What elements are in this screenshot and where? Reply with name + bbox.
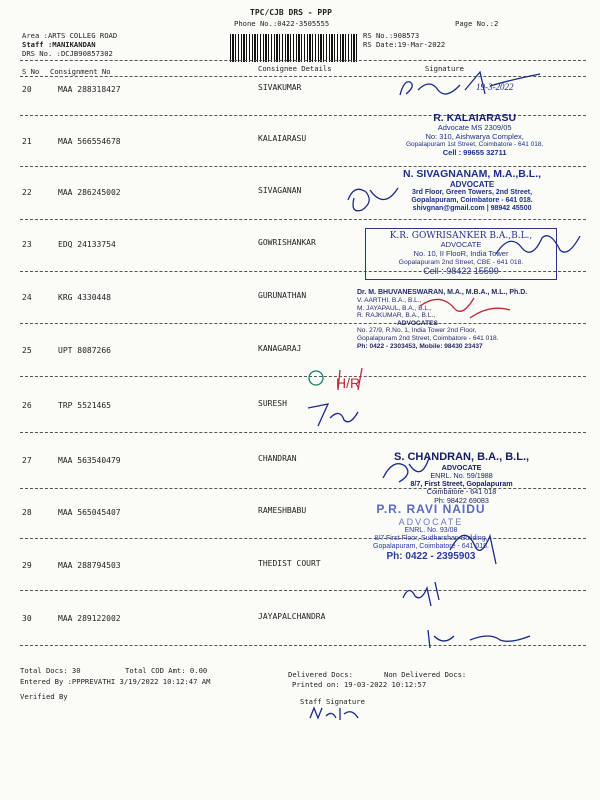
delivered-docs: Delivered Docs: — [288, 670, 353, 679]
row-consignee: RAMESHBABU — [258, 506, 307, 515]
non-delivered-docs: Non Delivered Docs: — [384, 670, 467, 679]
row-divider — [20, 590, 586, 591]
signature-row-20 — [390, 60, 560, 110]
stamp-line: 3rd Floor, Green Towers, 2nd Street, — [411, 189, 533, 197]
col-consignment: Consignment No — [50, 67, 111, 76]
row-consignment: MAA 289122002 — [58, 614, 121, 623]
stamp-line: Gopalapuram, Coimbatore - 641 018. — [411, 197, 533, 205]
stamp-line: No. 10, II FlooR, India Tower — [413, 248, 509, 258]
stamp-line: S. CHANDRAN, B.A., B.L., — [394, 451, 530, 463]
signature-row-23 — [490, 226, 585, 266]
total-cod-amount: Total COD Amt: 0.00 — [125, 666, 208, 675]
stamp-line: No: 310, Aishwarya Complex, — [425, 131, 524, 141]
stamp-line: Gopalapuram 1st Street, Coimbatore - 641 018. — [406, 141, 544, 149]
stamp-line: Gopalapuram 2nd Street, Coimbatore - 641 018. — [357, 334, 499, 342]
col-sno: S No — [22, 67, 40, 76]
stamp-line: N. SIVAGNANAM, M.A.,B.L., — [403, 168, 542, 180]
stamp-line: P.R. RAVI NAIDU — [376, 502, 486, 516]
stamp-line: Ph: 0422 - 2395903 — [386, 551, 476, 563]
total-docs: Total Docs: 30 — [20, 666, 81, 675]
staff-signature — [306, 704, 366, 726]
row-consignee: GOWRISHANKAR — [258, 238, 316, 247]
rs-date: RS Date:19-Mar-2022 — [363, 40, 446, 49]
stamp-line: Advocate MS 2309/05 — [437, 123, 512, 133]
row-divider — [20, 219, 586, 220]
signature-row-24 — [410, 288, 520, 328]
col-consignee: Consignee Details — [258, 64, 332, 73]
stamp-line: 8/7 First Floor, Sudharshan Building, — [374, 535, 488, 543]
row-sno: 21 — [22, 137, 32, 146]
stamp-line: shivgnan@gmail.com | 98942 45500 — [412, 205, 532, 213]
row-sno: 23 — [22, 240, 32, 249]
stamp-line: V. AARTHI, B.A., B.L., — [357, 297, 422, 305]
row-consignee: JAYAPALCHANDRA — [258, 612, 326, 621]
row-consignment: MAA 286245002 — [58, 188, 121, 197]
row-consignee: SIVAKUMAR — [258, 83, 302, 92]
rs-number: RS No.:908573 — [363, 31, 420, 40]
row-consignee: KALAIARASU — [258, 134, 307, 143]
stamp-line: ADVOCATE — [440, 240, 482, 250]
document-title: TPC/CJB DRS - PPP — [250, 8, 332, 17]
stamp-line: Coimbatore - 641 018 — [426, 487, 497, 497]
row-consignee: SIVAGANAN — [258, 186, 302, 195]
signature-row-25 — [290, 360, 400, 400]
row-sno: 24 — [22, 293, 32, 302]
stamp-line: R. RAJKUMAR, B.A., B.L., — [357, 312, 436, 320]
signature-row-29 — [395, 570, 455, 610]
staff-label: Staff :MANIKANDAN — [22, 40, 96, 49]
signature-row-22 — [340, 180, 410, 220]
row-consignment: EDQ 24133754 — [58, 240, 116, 249]
stamp-line: M. JAYAPAUL, B.A., B.L., — [357, 304, 432, 312]
row-consignment: KRG 4330448 — [58, 293, 111, 302]
signature-row-26 — [300, 398, 370, 432]
stamp-line: No. 27/9, R.No. 1, India Tower 2nd Floor, — [357, 327, 477, 335]
row-consignee: KANAGARAJ — [258, 344, 302, 353]
stamp-line: K.R. GOWRISANKER B.A.,B.L., — [389, 231, 533, 241]
stamp-line: Gopalapuram, Coimbatore - 641 018. — [373, 543, 489, 551]
printed-on: Printed on: 19-03-2022 10:12:57 — [292, 680, 427, 689]
row-consignee: THEDIST COURT — [258, 559, 321, 568]
signature-date: 19-3-2022 — [476, 82, 514, 92]
stamp-line: 8/7, First Street, Gopalapuram — [410, 479, 513, 489]
row-consignee: CHANDRAN — [258, 454, 297, 463]
stamp-line: Dr. M. BHUVANESWARAN, M.A., M.B.A., M.L., Ph.D. — [357, 289, 528, 296]
verified-by: Verified By — [20, 692, 68, 701]
stamp-line: R. KALAIARASU — [433, 112, 517, 124]
drs-number: DRS No. :DCJB90857302 — [22, 49, 113, 58]
col-signature: Signature — [425, 64, 464, 73]
stamp-line: ADVOCATE — [398, 516, 464, 527]
row-divider — [20, 166, 586, 167]
row-consignment: TRP 5521465 — [58, 401, 111, 410]
stamp-line: Gopalapuram 2nd Street, CBE - 641 018. — [398, 258, 524, 266]
entered-by: Entered By :PPPREVATHI 3/19/2022 10:12:47 AM — [20, 677, 211, 686]
row-consignment: MAA 288794503 — [58, 561, 121, 570]
signature-row-28 — [440, 520, 510, 570]
phone-number: Phone No.:0422-3505555 — [234, 19, 330, 28]
row-consignment: UPT 8087266 — [58, 346, 111, 355]
stamp-line: Cell : 99655 32711 — [442, 147, 507, 157]
row-sno: 26 — [22, 401, 32, 410]
stamp-line: ADVOCATE — [449, 180, 495, 190]
row-consignment: MAA 288318427 — [58, 85, 121, 94]
row-sno: 29 — [22, 561, 32, 570]
stamp-line: Ph: 0422 - 2303453, Mobile: 98430 23437 — [357, 342, 483, 350]
row-sno: 27 — [22, 456, 32, 465]
area-label: Area :ARTS COLLEG ROAD — [22, 31, 118, 40]
row-divider — [20, 432, 586, 433]
row-consignee: GURUNATHAN — [258, 291, 307, 300]
stamp-line: ADVOCATE — [441, 462, 482, 472]
stamp-sivagnanam — [403, 168, 541, 213]
barcode — [230, 34, 358, 62]
row-consignment: MAA 563540479 — [58, 456, 121, 465]
stamp-kalaiarasu — [406, 112, 543, 157]
stamp-line: Ph: 98422 69083 — [434, 495, 489, 505]
stamp-line: ENRL. No. 93/08 — [404, 527, 458, 535]
page-number: Page No.:2 — [455, 19, 499, 28]
row-sno: 28 — [22, 508, 32, 517]
stamp-line: ENRL. No. 59/1988 — [430, 470, 493, 480]
row-sno: 22 — [22, 188, 32, 197]
row-sno: 20 — [22, 85, 32, 94]
hr-annotation: H/R — [336, 375, 361, 391]
stamp-line: Cell : 98422 15599 — [423, 266, 499, 277]
row-consignment: MAA 565045407 — [58, 508, 121, 517]
row-consignment: MAA 566554678 — [58, 137, 121, 146]
row-sno: 30 — [22, 614, 32, 623]
signature-row-30 — [420, 622, 540, 652]
row-consignee: SURESH — [258, 399, 287, 408]
stamp-line: ADVOCATES — [397, 319, 438, 327]
staff-signature-label: Staff Signature — [300, 697, 365, 706]
row-sno: 25 — [22, 346, 32, 355]
signature-row-27 — [375, 452, 435, 488]
